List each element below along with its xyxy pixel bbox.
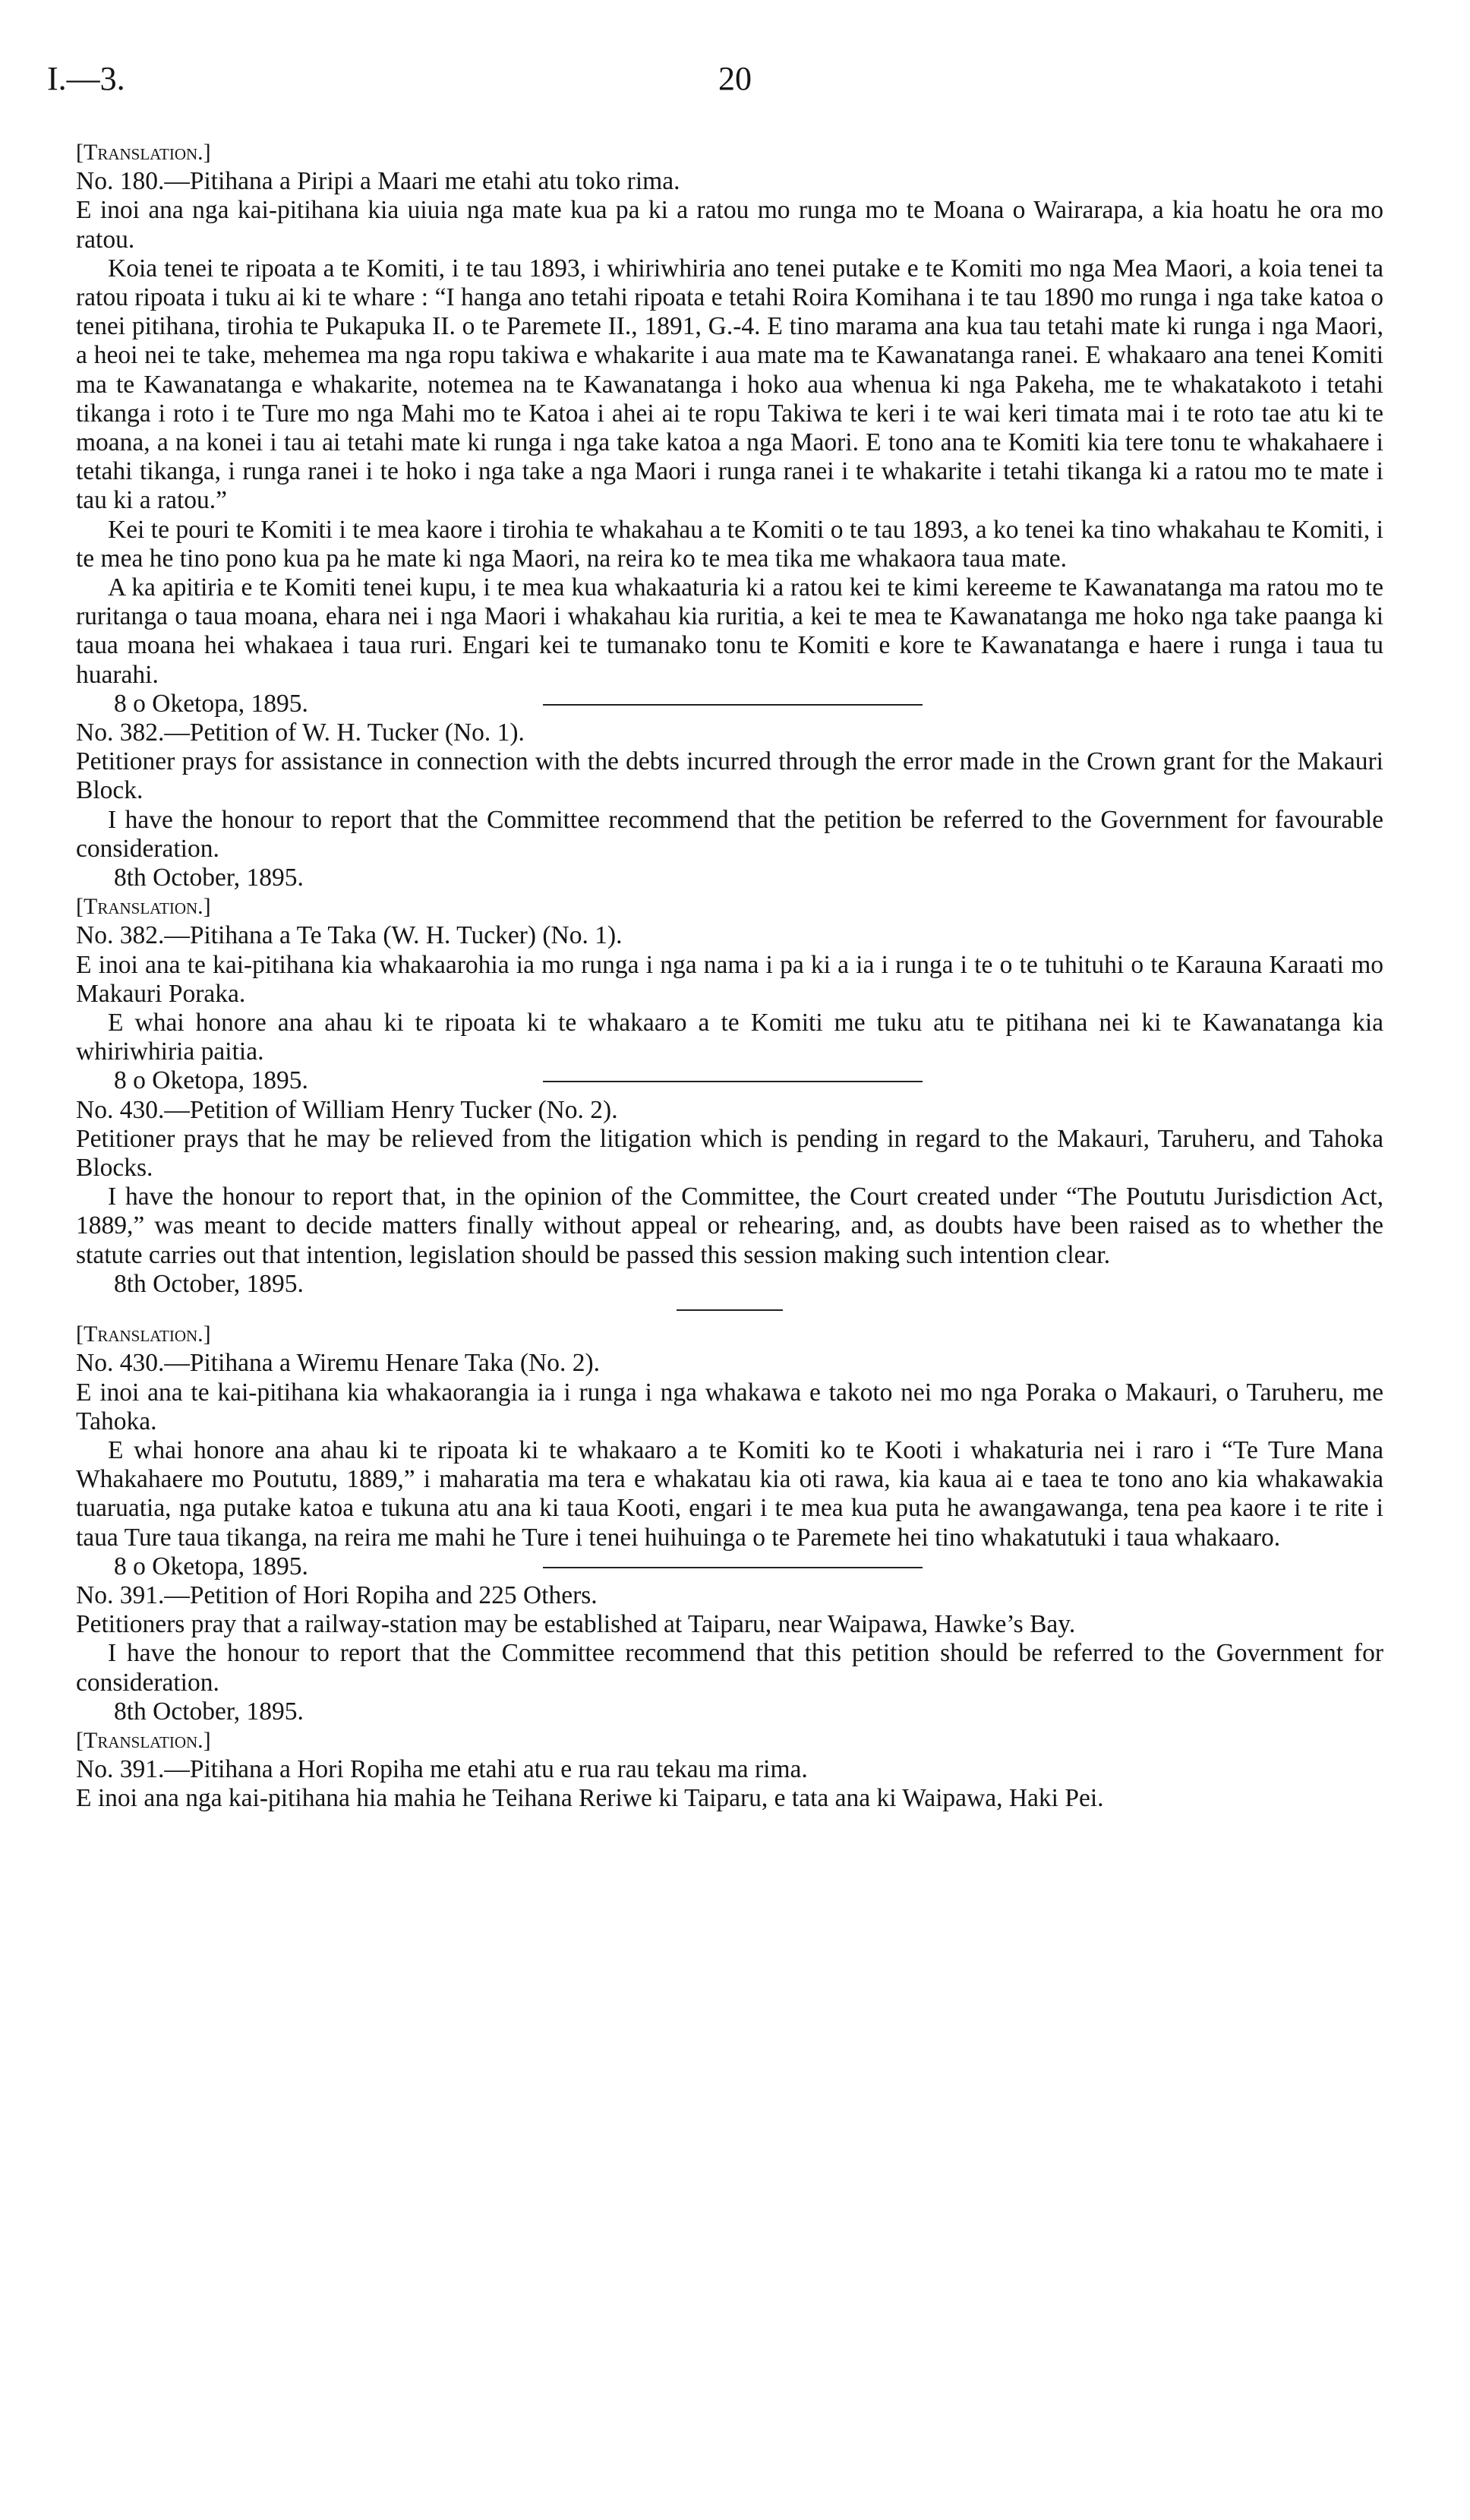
petition-section-382-translation [76, 892, 1383, 1095]
petition-paragraph: Kei te pouri te Komiti i te mea kaore i tirohia te whakahau a te Komiti o te tau 1893, a ko tenei ka tino whakahau te Komiti, i te mea he tino pono kua pa he mate ki nga Maori, na reira ko te mea tika me whakaora taua mate. [76, 515, 1383, 573]
petition-paragraph: Koia tenei te ripoata a te Komiti, i te tau 1893, i whiriwhiria ano tenei putake e te Komiti mo nga Mea Maori, a koia tenei ta ratou ripoata i tuku ai ki te whare : “I hanga ano tetahi ripoata e tetahi Roira Komihana i te tau 1890 mo runga i nga take katoa o tenei pitihana, tirohia te Pukapuka II. o te Paremete II., 1891, G.-4. E tino marama ana kua tau tetahi mate ki runga i nga Maori, a heoi nei te take, mehemea ma nga ropu takiwa e whakarite i aua mate ma te Kawanatanga ranei. E whakaaro ana tenei Komiti ma te Kawanatanga e whakarite, notemea na te Kawanatanga i hoko aua whenua ki nga Pakeha, me te whakatakoto i tetahi tikanga i roto i te Ture mo nga Mahi mo te Katoa i ahei ai te ropu Takiwa te keri i te wai keri timata mai i te roto tae atu ki te moana, a na konei i tau ai tetahi mate ki runga i nga take katoa a nga Maori. E tono ana te Komiti kia tere tonu te whakahaere i tetahi tikanga, i runga ranei i te hoko i nga take a nga Maori i runga ranei i te whakarite i tetahi tikanga ki a ratou mo te mate i tau ki a ratou.” [76, 254, 1383, 515]
petition-section-180-translation [76, 138, 1383, 718]
petition-date: 8th October, 1895. [114, 1697, 304, 1726]
short-divider [76, 1299, 1383, 1320]
page-number: 20 [718, 60, 752, 97]
petition-paragraph: Petitioner prays for assistance in connection with the debts incurred through the error made in the Crown grant for the Makauri Block. [76, 747, 1383, 805]
section-divider [543, 704, 923, 706]
petition-title: No. 391.—Pitihana a Hori Ropiha me etahi atu e rua rau tekau ma rima. [76, 1755, 808, 1784]
date-line [76, 690, 1383, 718]
petition-paragraph: A ka apitiria e te Komiti tenei kupu, i te mea kua whakaaturia ki a ratou kei te kimi kereeme te Kawanatanga ma ratou mo te ruritanga o taua moana, ehara nei i nga Maori i whakahau kia ruritia, a kei te mea te Kawanatanga me hoko nga take paanga ki taua moana hei whakaea i taua ruri. Engari kei te tumanako tonu te Komiti e kore te Kawanatanga e haere i runga i taua tu huarahi. [76, 573, 1383, 689]
petition-paragraph: Petitioner prays that he may be relieved from the litigation which is pending in regard to the Makauri, Taruheru, and Tahoka Blocks. [76, 1124, 1383, 1183]
petition-section-430-translation [76, 1320, 1383, 1581]
paper-number: I.—3. [47, 60, 125, 97]
page-header [47, 49, 1423, 109]
petition-paragraph: I have the honour to report that the Committee recommend that this petition should be referred to the Government for consideration. [76, 1639, 1383, 1697]
petition-section-391-translation [76, 1726, 1383, 1814]
page-body [76, 138, 1383, 1814]
translation-label: [Translation.] [76, 140, 211, 165]
petition-paragraph: E inoi ana nga kai-pitihana kia uiuia nga mate kua pa ki a ratou mo runga mo te Moana o Wairarapa, a kia hoatu he ora mo ratou. [76, 196, 1383, 254]
petition-section-430 [76, 1096, 1383, 1320]
petition-date: 8 o Oketopa, 1895. [114, 1066, 308, 1095]
petition-date: 8th October, 1895. [114, 1269, 304, 1298]
translation-label: [Translation.] [76, 1727, 211, 1753]
petition-title: No. 382.—Petition of W. H. Tucker (No. 1). [76, 718, 525, 747]
petition-paragraph: I have the honour to report that, in the opinion of the Committee, the Court created under “The Poututu Jurisdiction Act, 1889,” was meant to decide matters finally without appeal or rehearing, and, as doubts have been raised as to whether the statute carries out that intention, legislation should be passed this session making such intention clear. [76, 1183, 1383, 1269]
petition-date: 8th October, 1895. [114, 864, 304, 892]
petition-paragraph: E whai honore ana ahau ki te ripoata ki te whakaaro a te Komiti ko te Kooti i whakaturia nei i raro i “Te Ture Mana Whakahaere mo Poututu, 1889,” i maharatia ma tera e whakatau kia oti rawa, kia kaua ai e taea te tono ano kia whakawakia tuaruatia, nga putake katoa e tukuna atu ana ki taua Kooti, engari i te mea kua puta he awangawanga, tena pea kaore i te rite i taua Ture taua tikanga, na reira me mahi he Ture i tenei huihuinga o te Paremete hei tino whakatutuki i taua whakaaro. [76, 1435, 1383, 1552]
petition-section-391 [76, 1581, 1383, 1726]
petition-paragraph: I have the honour to report that the Committee recommend that the petition be referred to the Government for favourable consideration. [76, 805, 1383, 863]
date-line [76, 1552, 1383, 1581]
petition-date: 8 o Oketopa, 1895. [114, 1552, 308, 1581]
petition-paragraph: Petitioners pray that a railway-station may be established at Taiparu, near Waipawa, Hawke’s Bay. [76, 1610, 1076, 1639]
petition-paragraph: E inoi ana te kai-pitihana kia whakaarohia ia mo runga i nga nama i pa ki a ia i runga i te o te tuhituhi o te Karauna Karaati mo Makauri Poraka. [76, 950, 1383, 1008]
date-line [76, 1066, 1383, 1095]
petition-title: No. 430.—Pitihana a Wiremu Henare Taka (No. 2). [76, 1349, 601, 1378]
petition-date: 8 o Oketopa, 1895. [114, 689, 308, 718]
section-divider [543, 1567, 923, 1568]
petition-title: No. 382.—Pitihana a Te Taka (W. H. Tucker) (No. 1). [76, 921, 623, 950]
petition-title: No. 391.—Petition of Hori Ropiha and 225 Others. [76, 1581, 598, 1609]
petition-paragraph: E inoi ana nga kai-pitihana hia mahia he Teihana Reriwe ki Taiparu, e tata ana ki Waipawa, Haki Pei. [76, 1784, 1104, 1813]
petition-paragraph: E whai honore ana ahau ki te ripoata ki te whakaaro a te Komiti me tuku atu te pitihana nei ki te Kawanatanga kia whiriwhiria paitia. [76, 1009, 1383, 1066]
section-divider [543, 1081, 923, 1082]
petition-title: No. 430.—Petition of William Henry Tucker (No. 2). [76, 1095, 618, 1124]
petition-section-382 [76, 718, 1383, 892]
petition-paragraph: E inoi ana te kai-pitihana kia whakaorangia ia i runga i nga whakawa e takoto nei mo nga Poraka o Makauri, o Taruheru, me Tahoka. [76, 1378, 1383, 1435]
translation-label: [Translation.] [76, 894, 211, 920]
petition-title: No. 180.—Pitihana a Piripi a Maari me etahi atu toko rima. [76, 167, 680, 196]
translation-label: [Translation.] [76, 1322, 211, 1347]
